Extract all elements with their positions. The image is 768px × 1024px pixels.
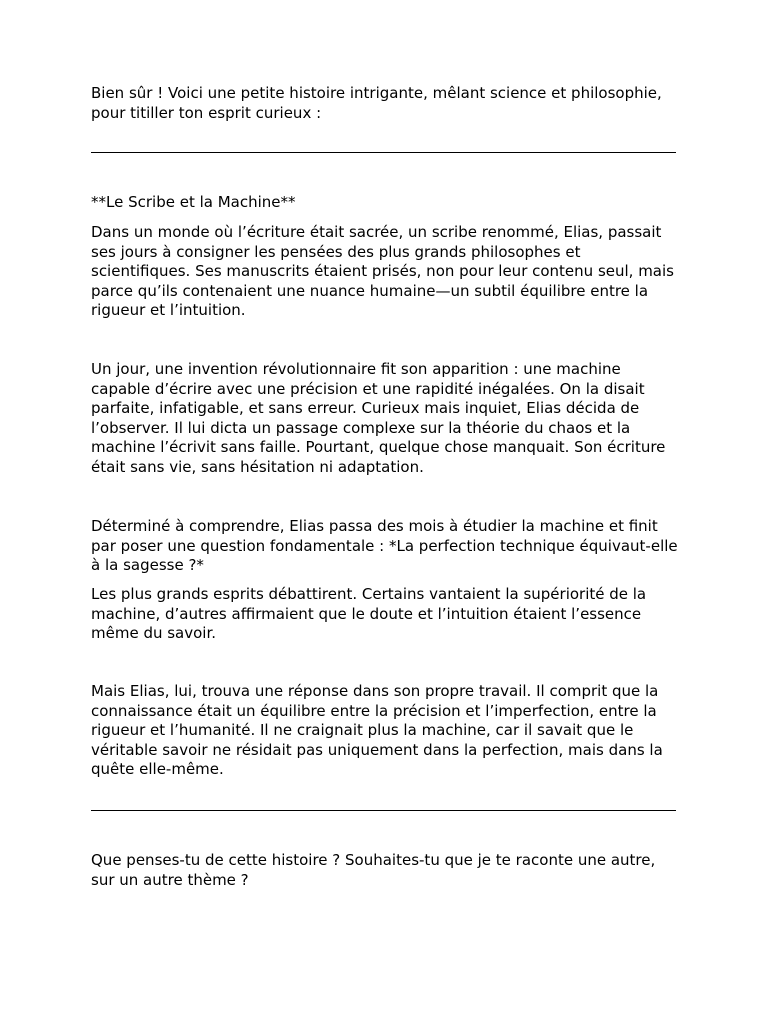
intro-text: Bien sûr ! Voici une petite histoire intrigante, mêlant science et philosophie, pour titiller ton esprit curieux : (91, 84, 662, 122)
story-paragraph-3: Déterminé à comprendre, Elias passa des mois à étudier la machine et finit par poser une question fondamentale : *La perfection technique équivaut-elle à la sagesse ?* (91, 517, 678, 574)
story-paragraph-5: Mais Elias, lui, trouva une réponse dans son propre travail. Il comprit que la connaissance était un équilibre entre la précision et l’imperfection, entre la rigueur et l’humanité. Il ne craignait plus la machine, car il savait que le véritable savoir ne résidait pas uniquement dans la perfection, mais dans la quête elle-même. (91, 682, 663, 778)
story-paragraph-2: Un jour, une invention révolutionnaire fit son apparition : une machine capable d’écrire avec une précision et une rapidité inégalées. On la disait parfaite, infatigable, et sans erreur. Curieux mais inquiet, Elias décida de l’observer. Il lui dicta un passage complexe sur la théorie du chaos et la machine l’écrivit sans faille. Pourtant, quelque chose manquait. Son écriture était sans vie, sans hésitation ni adaptation. (91, 360, 666, 476)
horizontal-rule (91, 152, 676, 153)
closing-question: Que penses-tu de cette histoire ? Souhaites-tu que je te raconte une autre, sur un autre thème ? (91, 851, 656, 889)
story-paragraph-4: Les plus grands esprits débattirent. Certains vantaient la supériorité de la machine, d’autres affirmaient que le doute et l’intuition étaient l’essence même du savoir. (91, 585, 647, 642)
horizontal-rule (91, 810, 676, 811)
story-title: **Le Scribe et la Machine** (91, 193, 296, 211)
story-paragraph-1: Dans un monde où l’écriture était sacrée, un scribe renommé, Elias, passait ses jours à consigner les pensées des plus grands philosophes et scientifiques. Ses manuscrits étaient prisés, non pour leur contenu seul, mais parce qu’ils contenaient une nuance humaine—un subtil équilibre entre la rigueur et l’intuition. (91, 223, 674, 319)
